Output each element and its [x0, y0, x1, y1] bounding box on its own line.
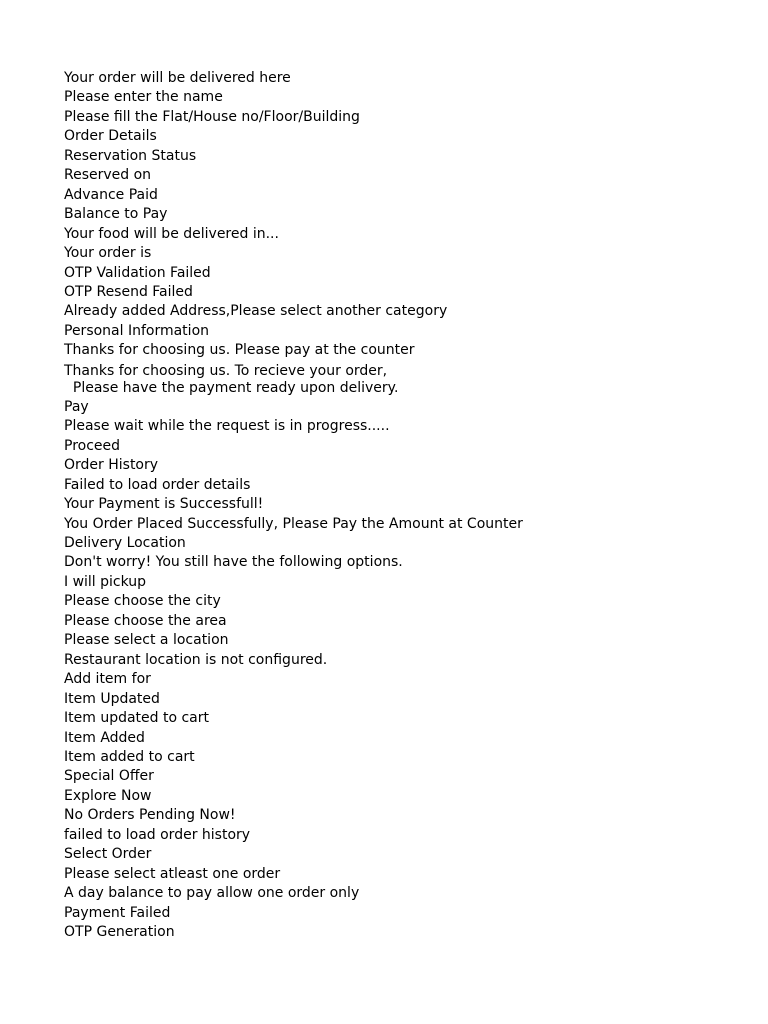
- text-line: Already added Address,Please select another category: [64, 303, 448, 320]
- text-line: Your order is: [64, 245, 152, 262]
- text-line: Failed to load order details: [64, 476, 251, 493]
- text-line: Item added to cart: [64, 748, 195, 765]
- text-line: Your Payment is Successfull!: [64, 496, 264, 513]
- text-line: No Orders Pending Now!: [64, 807, 236, 824]
- text-line: Please fill the Flat/House no/Floor/Building: [64, 108, 360, 125]
- text-line: Please wait while the request is in progress.....: [64, 418, 390, 435]
- string-list: [64, 69, 744, 942]
- text-line: Don't worry! You still have the following options.: [64, 554, 403, 571]
- text-line: Pay: [64, 398, 89, 415]
- text-line: Reservation Status: [64, 147, 197, 164]
- text-line: OTP Generation: [64, 924, 175, 941]
- text-line: failed to load order history: [64, 826, 251, 843]
- text-line: Please choose the area: [64, 612, 227, 629]
- text-line: You Order Placed Successfully, Please Pay the Amount at Counter: [64, 515, 523, 532]
- text-line: Thanks for choosing us. Please pay at the counter: [64, 342, 415, 359]
- text-line: Order Details: [64, 128, 157, 145]
- text-line: Your order will be delivered here: [64, 70, 291, 86]
- text-line: Proceed: [64, 437, 121, 454]
- text-line: Advance Paid: [64, 186, 158, 203]
- text-line: Please enter the name: [64, 89, 223, 106]
- text-line: Order History: [64, 457, 159, 474]
- text-line: Please select a location: [64, 632, 229, 649]
- text-line: Please choose the city: [64, 593, 221, 610]
- text-line-multiline: Thanks for choosing us. To recieve your order, Please have the payment ready upon delivery.: [64, 362, 399, 396]
- text-line: I will pickup: [64, 573, 147, 590]
- text-line: Your food will be delivered in...: [64, 225, 279, 242]
- text-line: OTP Resend Failed: [64, 283, 193, 300]
- text-line: Item Added: [64, 729, 145, 746]
- text-line: A day balance to pay allow one order only: [64, 885, 360, 902]
- text-line: Balance to Pay: [64, 206, 168, 223]
- text-line: Item Updated: [64, 690, 160, 707]
- text-line: Select Order: [64, 846, 152, 863]
- text-line: Personal Information: [64, 322, 210, 339]
- text-line: Item updated to cart: [64, 710, 210, 727]
- text-line: OTP Validation Failed: [64, 264, 211, 281]
- text-line: Please select atleast one order: [64, 865, 281, 882]
- text-line: Explore Now: [64, 787, 152, 804]
- text-line: Payment Failed: [64, 904, 171, 921]
- text-line: Add item for: [64, 671, 151, 688]
- text-line: Special Offer: [64, 768, 154, 785]
- text-line: Restaurant location is not configured.: [64, 651, 328, 668]
- text-line: Delivery Location: [64, 534, 186, 551]
- text-line: Reserved on: [64, 167, 152, 184]
